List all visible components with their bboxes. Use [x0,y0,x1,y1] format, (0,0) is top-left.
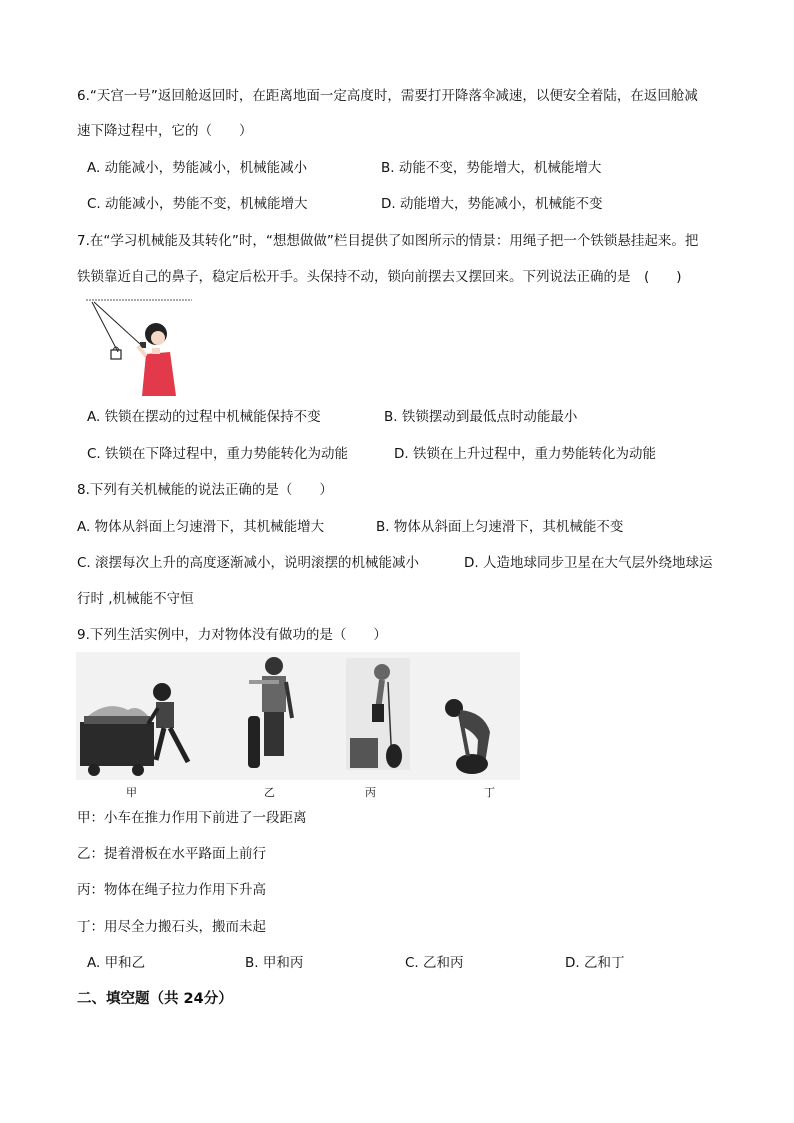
q9-option-c: C. 乙和丙 [405,955,464,971]
q8-stem: 8.下列有关机械能的说法正确的是（ ） [77,482,333,498]
q9-option-d: D. 乙和丁 [565,955,625,971]
q9-desc-ding: 丁：用尽全力搬石头，搬而未起 [77,919,266,935]
caption-jia: 甲 [126,786,137,799]
q6-option-b: B. 动能不变，势能增大，机械能增大 [381,160,602,176]
q9-desc-jia: 甲：小车在推力作用下前进了一段距离 [77,810,307,826]
q7-option-d: D. 铁锁在上升过程中，重力势能转化为动能 [394,446,656,462]
q8-option-b: B. 物体从斜面上匀速滑下，其机械能不变 [376,519,624,535]
q8-option-a: A. 物体从斜面上匀速滑下，其机械能增大 [77,519,325,535]
q9-desc-yi: 乙：提着滑板在水平路面上前行 [77,846,266,862]
work-examples-figure [76,652,520,798]
pendulum-lock-figure [84,298,194,398]
q6-option-d: D. 动能增大，势能减小，机械能不变 [381,196,603,212]
q9-option-a: A. 甲和乙 [87,955,146,971]
caption-bing: 丙 [365,786,376,799]
q7-option-b: B. 铁锁摆动到最低点时动能最小 [384,409,578,425]
q7-option-a: A. 铁锁在摆动的过程中机械能保持不变 [87,409,321,425]
q7-stem-line2: 铁锁靠近自己的鼻子，稳定后松开手。头保持不动，锁向前摆去又摆回来。下列说法正确的是 ( ) [77,269,682,285]
q9-option-b: B. 甲和丙 [245,955,304,971]
q8-option-d-line2: 行时 ,机械能不守恒 [77,591,194,607]
section-fill-in-title: 二、填空题（共 24分） [77,991,233,1007]
q8-option-d-line1: D. 人造地球同步卫星在大气层外绕地球运 [464,555,713,571]
q7-stem-line1: 7.在“学习机械能及其转化”时，“想想做做”栏目提供了如图所示的情景：用绳子把一个铁锁悬挂起来。把 [77,233,699,249]
caption-ding: 丁 [484,786,495,799]
q8-option-c: C. 滚摆每次上升的高度逐渐减小，说明滚摆的机械能减小 [77,555,420,571]
q9-stem: 9.下列生活实例中，力对物体没有做功的是（ ） [77,627,387,643]
q6-stem-line1: 6.“天宫一号”返回舱返回时，在距离地面一定高度时，需要打开降落伞减速，以便安全着陆，在返回舱减 [77,88,698,104]
q9-desc-bing: 丙：物体在绳子拉力作用下升高 [77,882,266,898]
q6-option-a: A. 动能减小，势能减小，机械能减小 [87,160,308,176]
q7-option-c: C. 铁锁在下降过程中，重力势能转化为动能 [87,446,349,462]
caption-yi: 乙 [264,786,275,799]
q6-option-c: C. 动能减小，势能不变，机械能增大 [87,196,308,212]
q6-stem-line2: 速下降过程中，它的（ ） [77,123,253,139]
figure-bing-rope-lifting [346,658,410,770]
